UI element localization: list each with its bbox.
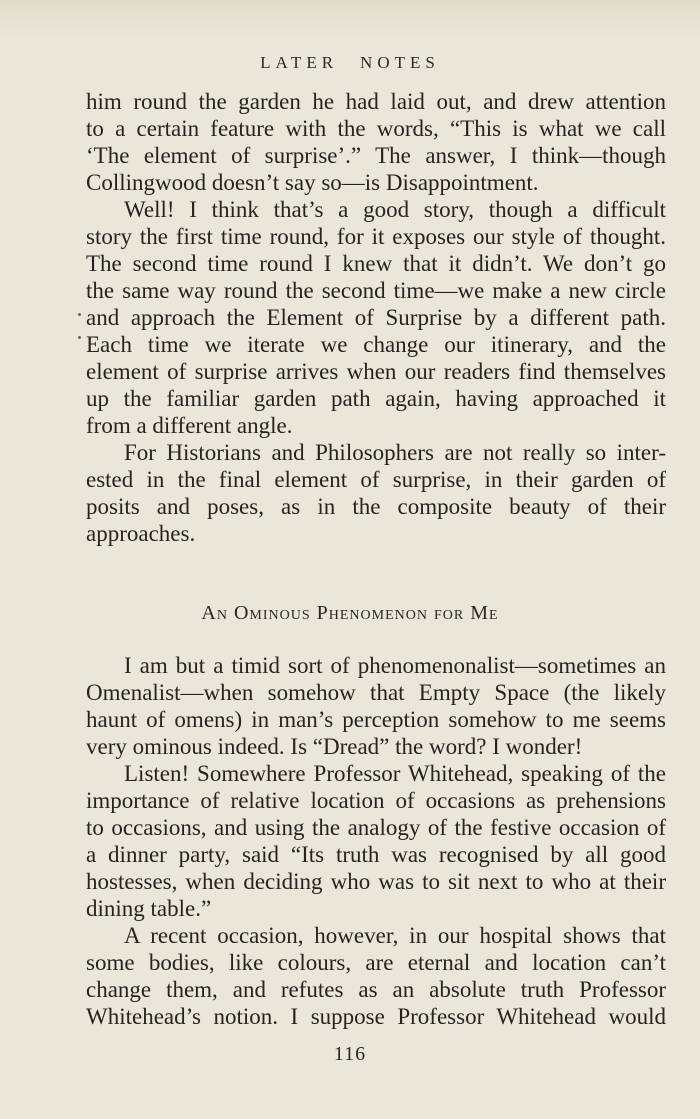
text-line: dining table.” — [86, 896, 212, 921]
page-number: 116 — [333, 1043, 367, 1065]
text-line: Each time we iterate we change our itinerary, and the — [86, 332, 666, 357]
text-line: A recent occasion, however, in our hospital shows that — [124, 923, 666, 948]
text-line: him round the garden he had laid out, and drew attention — [86, 89, 666, 114]
text-line: ested in the final element of surprise, in their garden of — [86, 467, 666, 492]
text-line: Omenalist—when somehow that Empty Space (the likely — [86, 680, 666, 705]
running-head-right: NOTES — [360, 53, 440, 72]
text-line: Listen! Somewhere Professor Whitehead, speaking of the — [124, 761, 666, 786]
text-line: very ominous indeed. Is “Dread” the word? I wonder! — [86, 734, 583, 759]
margin-speck — [78, 313, 81, 316]
text-line: The second time round I knew that it didn’t. We don’t go — [86, 251, 666, 276]
text-line: Well! I think that’s a good story, though a difficult — [124, 197, 666, 222]
text-line: hostesses, when deciding who was to sit next to who at their — [86, 869, 666, 894]
text-line: to occasions, and using the analogy of the festive occasion of — [86, 815, 666, 840]
text-line: posits and poses, as in the composite beauty of their — [86, 494, 666, 519]
text-line: ‘The element of surprise’.” The answer, I think—though — [86, 143, 666, 168]
running-head-left: LATER — [260, 53, 339, 72]
text-line: up the familiar garden path again, having approached it — [86, 386, 666, 411]
text-line: the same way round the second time—we make a new circle — [86, 278, 666, 303]
text-line: Whitehead’s notion. I suppose Professor Whitehead would — [86, 1004, 666, 1029]
margin-speck — [78, 336, 81, 339]
body-text-top — [86, 88, 666, 547]
text-line: approaches. — [86, 521, 196, 546]
text-line: I am but a timid sort of phenomenonalist—sometimes an — [124, 653, 666, 678]
text-line: story the first time round, for it exposes our style of thought. — [86, 224, 666, 249]
text-line: element of surprise arrives when our readers find themselves — [86, 359, 666, 384]
text-line: a dinner party, said “Its truth was recognised by all good — [86, 842, 666, 867]
text-line: For Historians and Philosophers are not really so inter- — [124, 440, 666, 465]
text-line: and approach the Element of Surprise by a different path. — [86, 305, 666, 330]
running-head — [0, 53, 700, 73]
body-text-bottom — [86, 652, 666, 1030]
text-line: Collingwood doesn’t say so—is Disappointment. — [86, 170, 539, 195]
text-line: some bodies, like colours, are eternal and location can’t — [86, 950, 666, 975]
text-line: from a different angle. — [86, 413, 293, 438]
text-line: importance of relative location of occasions as prehensions — [86, 788, 666, 813]
text-line: change them, and refutes as an absolute truth Professor — [86, 977, 666, 1002]
text-line: haunt of omens) in man’s perception somehow to me seems — [86, 707, 666, 732]
text-line: to a certain feature with the words, “This is what we call — [86, 116, 666, 141]
section-heading: An Ominous Phenomenon for Me — [201, 602, 499, 624]
